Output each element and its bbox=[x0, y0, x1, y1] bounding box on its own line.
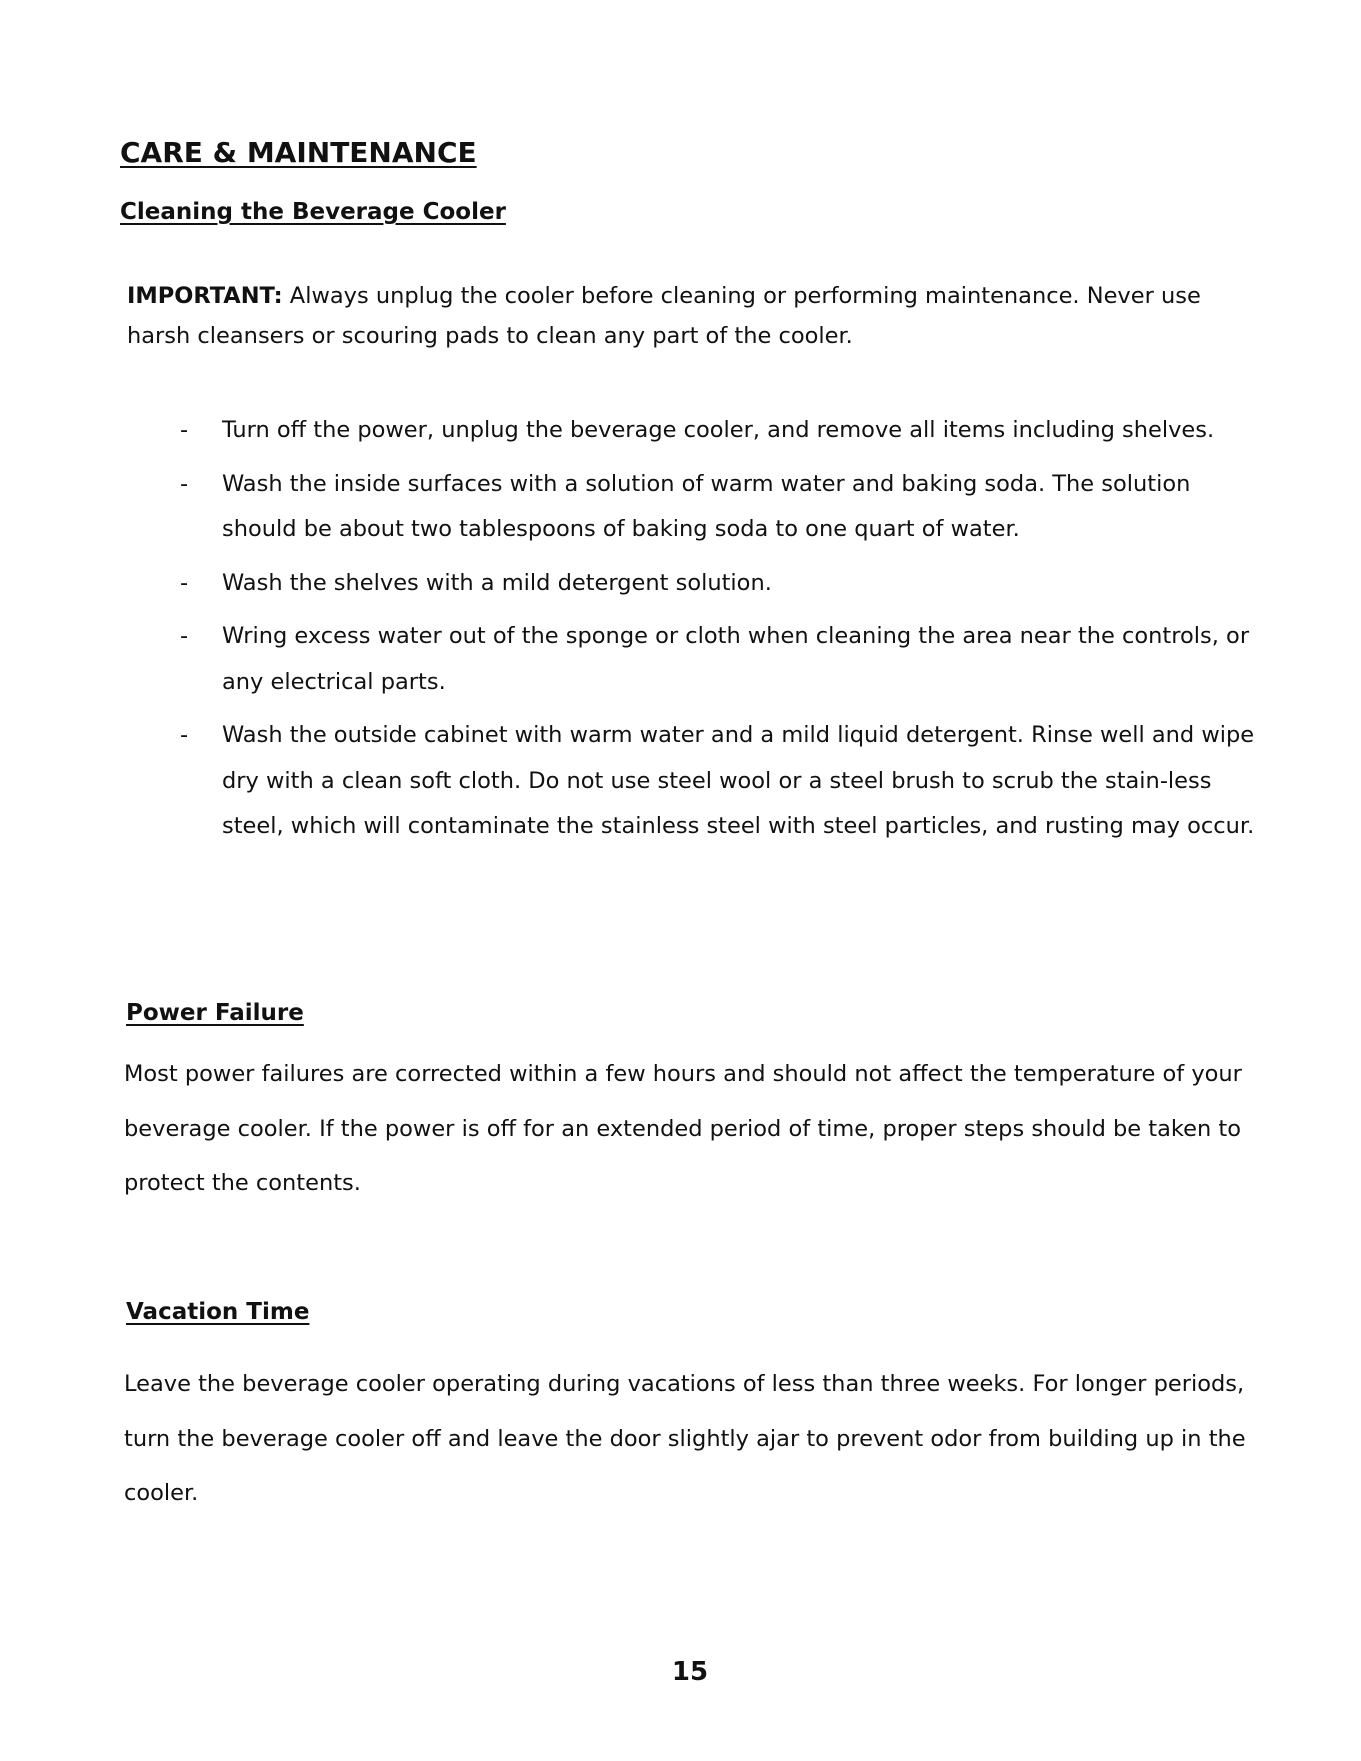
list-item bbox=[180, 614, 1260, 705]
page-number: 15 bbox=[671, 1657, 709, 1687]
power-failure-heading: Power Failure bbox=[126, 1000, 304, 1026]
page-title: CARE & MAINTENANCE bbox=[120, 136, 477, 169]
list-item-text: Wash the outside cabinet with warm water and a mild liquid detergent. Rinse well and wipe dry with a clean soft cloth. Do not use steel wool or a steel brush to scrub the stain-less steel, which will contaminate the stainless steel with steel particles, and rusting may occur. bbox=[222, 722, 1255, 839]
list-item bbox=[180, 713, 1260, 850]
important-label: IMPORTANT: bbox=[127, 283, 283, 309]
important-text: Always unplug the cooler before cleaning or performing maintenance. Never use harsh cleansers or scouring pads to clean any part of the cooler. bbox=[127, 283, 1201, 349]
power-failure-text: Most power failures are corrected within a few hours and should not affect the temperature of your beverage cooler. If the power is off for an extended period of time, proper steps should be taken to protect the contents. bbox=[124, 1061, 1242, 1196]
important-note bbox=[127, 276, 1257, 356]
bullet-dash: - bbox=[180, 623, 189, 649]
cleaning-steps-list bbox=[180, 408, 1260, 858]
list-item bbox=[180, 462, 1260, 553]
cleaning-heading: Cleaning the Beverage Cooler bbox=[120, 199, 506, 225]
list-item bbox=[180, 408, 1260, 454]
bullet-dash: - bbox=[180, 470, 189, 497]
list-item-text: Turn off the power, unplug the beverage cooler, and remove all items including shelves. bbox=[222, 417, 1215, 443]
bullet-dash: - bbox=[180, 722, 189, 748]
bullet-dash: - bbox=[180, 569, 189, 596]
bullet-dash: - bbox=[180, 417, 189, 443]
list-item-text: Wash the shelves with a mild detergent solution. bbox=[222, 569, 772, 596]
list-item-text: Wash the inside surfaces with a solution of warm water and baking soda. The solution should be about two tablespoons of baking soda to one quart of water. bbox=[222, 470, 1191, 542]
vacation-heading: Vacation Time bbox=[126, 1299, 310, 1325]
list-item bbox=[180, 561, 1260, 607]
vacation-text: Leave the beverage cooler operating during vacations of less than three weeks. For longer periods, turn the beverage cooler off and leave the door slightly ajar to prevent odor from building up in the cooler. bbox=[124, 1371, 1246, 1506]
list-item-text: Wring excess water out of the sponge or cloth when cleaning the area near the controls, or any electrical parts. bbox=[222, 623, 1250, 695]
